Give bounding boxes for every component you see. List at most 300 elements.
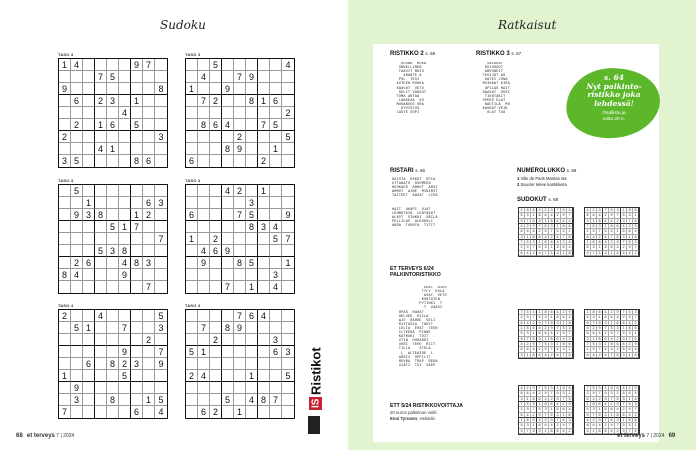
sudoku-cell[interactable]: [270, 197, 282, 209]
sudoku-cell[interactable]: [270, 245, 282, 257]
sudoku-cell[interactable]: [59, 95, 71, 107]
sudoku-cell[interactable]: [131, 83, 143, 95]
sudoku-cell[interactable]: [210, 358, 222, 370]
sudoku-cell[interactable]: [95, 197, 107, 209]
sudoku-cell[interactable]: 4: [95, 143, 107, 155]
sudoku-cell[interactable]: [155, 370, 167, 382]
sudoku-cell[interactable]: [155, 71, 167, 83]
sudoku-cell[interactable]: [143, 233, 155, 245]
sudoku-cell[interactable]: [107, 59, 119, 71]
sudoku-cell[interactable]: [186, 95, 198, 107]
sudoku-cell[interactable]: [186, 310, 198, 322]
sudoku-cell[interactable]: [282, 382, 294, 394]
sudoku-cell[interactable]: [83, 346, 95, 358]
sudoku-cell[interactable]: [222, 59, 234, 71]
sudoku-cell[interactable]: [59, 281, 71, 293]
sudoku-cell[interactable]: 3: [131, 358, 143, 370]
sudoku-cell[interactable]: 1: [258, 95, 270, 107]
sudoku-cell[interactable]: [71, 131, 83, 143]
sudoku-cell[interactable]: [107, 197, 119, 209]
sudoku-cell[interactable]: 9: [222, 83, 234, 95]
sudoku-cell[interactable]: [95, 131, 107, 143]
sudoku-cell[interactable]: [59, 71, 71, 83]
sudoku-cell[interactable]: [59, 382, 71, 394]
sudoku-cell[interactable]: [95, 257, 107, 269]
sudoku-cell[interactable]: [246, 322, 258, 334]
sudoku-cell[interactable]: 2: [186, 370, 198, 382]
sudoku-cell[interactable]: [246, 155, 258, 167]
sudoku-cell[interactable]: [210, 269, 222, 281]
sudoku-cell[interactable]: [131, 233, 143, 245]
sudoku-cell[interactable]: [186, 71, 198, 83]
sudoku-cell[interactable]: [234, 269, 246, 281]
sudoku-cell[interactable]: [143, 358, 155, 370]
sudoku-cell[interactable]: 9: [71, 209, 83, 221]
sudoku-cell[interactable]: [270, 107, 282, 119]
sudoku-cell[interactable]: 5: [210, 59, 222, 71]
sudoku-cell[interactable]: [131, 245, 143, 257]
sudoku-cell[interactable]: [131, 310, 143, 322]
sudoku-cell[interactable]: 5: [71, 322, 83, 334]
sudoku-cell[interactable]: [210, 71, 222, 83]
sudoku-cell[interactable]: [234, 233, 246, 245]
sudoku-cell[interactable]: 7: [198, 322, 210, 334]
sudoku-cell[interactable]: [119, 310, 131, 322]
sudoku-cell[interactable]: [95, 83, 107, 95]
sudoku-cell[interactable]: [143, 83, 155, 95]
sudoku-cell[interactable]: [282, 155, 294, 167]
sudoku-cell[interactable]: 5: [282, 370, 294, 382]
sudoku-cell[interactable]: [210, 107, 222, 119]
sudoku-cell[interactable]: 4: [198, 71, 210, 83]
sudoku-cell[interactable]: 9: [119, 346, 131, 358]
sudoku-cell[interactable]: [198, 281, 210, 293]
sudoku-cell[interactable]: [155, 119, 167, 131]
sudoku-cell[interactable]: 1: [270, 143, 282, 155]
sudoku-cell[interactable]: 3: [59, 155, 71, 167]
sudoku-cell[interactable]: 3: [107, 95, 119, 107]
sudoku-cell[interactable]: [131, 382, 143, 394]
sudoku-cell[interactable]: [246, 59, 258, 71]
sudoku-cell[interactable]: [95, 394, 107, 406]
sudoku-cell[interactable]: [222, 370, 234, 382]
sudoku-cell[interactable]: 5: [107, 221, 119, 233]
sudoku-cell[interactable]: 1: [83, 197, 95, 209]
sudoku-cell[interactable]: [282, 119, 294, 131]
sudoku-cell[interactable]: [71, 346, 83, 358]
sudoku-cell[interactable]: [107, 370, 119, 382]
sudoku-cell[interactable]: [155, 221, 167, 233]
sudoku-cell[interactable]: 6: [186, 209, 198, 221]
sudoku-cell[interactable]: [210, 197, 222, 209]
sudoku-cell[interactable]: [59, 221, 71, 233]
sudoku-cell[interactable]: [143, 107, 155, 119]
sudoku-cell[interactable]: [107, 107, 119, 119]
sudoku-cell[interactable]: [282, 83, 294, 95]
sudoku-cell[interactable]: 1: [186, 233, 198, 245]
sudoku-cell[interactable]: 1: [131, 95, 143, 107]
sudoku-cell[interactable]: [155, 155, 167, 167]
sudoku-cell[interactable]: [131, 197, 143, 209]
sudoku-cell[interactable]: [71, 143, 83, 155]
sudoku-cell[interactable]: 6: [131, 406, 143, 418]
sudoku-cell[interactable]: 8: [258, 394, 270, 406]
sudoku-cell[interactable]: [234, 119, 246, 131]
sudoku-cell[interactable]: [95, 185, 107, 197]
sudoku-cell[interactable]: [258, 233, 270, 245]
sudoku-cell[interactable]: [119, 281, 131, 293]
sudoku-cell[interactable]: [83, 406, 95, 418]
sudoku-cell[interactable]: [119, 197, 131, 209]
sudoku-cell[interactable]: 3: [270, 334, 282, 346]
sudoku-cell[interactable]: 3: [71, 394, 83, 406]
sudoku-cell[interactable]: 4: [222, 119, 234, 131]
sudoku-cell[interactable]: 8: [59, 269, 71, 281]
sudoku-cell[interactable]: [119, 143, 131, 155]
sudoku-cell[interactable]: [83, 155, 95, 167]
sudoku-cell[interactable]: 5: [71, 185, 83, 197]
sudoku-cell[interactable]: [186, 245, 198, 257]
sudoku-cell[interactable]: [234, 95, 246, 107]
sudoku-cell[interactable]: [119, 382, 131, 394]
sudoku-cell[interactable]: 4: [71, 59, 83, 71]
sudoku-cell[interactable]: [131, 334, 143, 346]
sudoku-cell[interactable]: [71, 233, 83, 245]
sudoku-cell[interactable]: 5: [155, 394, 167, 406]
sudoku-cell[interactable]: [222, 358, 234, 370]
sudoku-cell[interactable]: [210, 370, 222, 382]
sudoku-cell[interactable]: [59, 394, 71, 406]
sudoku-cell[interactable]: [59, 334, 71, 346]
sudoku-cell[interactable]: [143, 71, 155, 83]
sudoku-cell[interactable]: 8: [222, 143, 234, 155]
sudoku-cell[interactable]: [186, 334, 198, 346]
sudoku-cell[interactable]: [258, 209, 270, 221]
sudoku-cell[interactable]: [107, 155, 119, 167]
sudoku-cell[interactable]: 6: [186, 155, 198, 167]
sudoku-cell[interactable]: [155, 143, 167, 155]
sudoku-cell[interactable]: [270, 59, 282, 71]
sudoku-cell[interactable]: 4: [198, 370, 210, 382]
sudoku-cell[interactable]: [270, 209, 282, 221]
sudoku-cell[interactable]: [83, 382, 95, 394]
sudoku-cell[interactable]: 6: [83, 358, 95, 370]
sudoku-cell[interactable]: [270, 155, 282, 167]
sudoku-cell[interactable]: 9: [71, 382, 83, 394]
sudoku-cell[interactable]: [107, 269, 119, 281]
sudoku-cell[interactable]: [282, 394, 294, 406]
sudoku-cell[interactable]: 4: [71, 269, 83, 281]
sudoku-cell[interactable]: 4: [222, 185, 234, 197]
sudoku-cell[interactable]: [210, 310, 222, 322]
sudoku-cell[interactable]: [83, 245, 95, 257]
sudoku-cell[interactable]: [186, 358, 198, 370]
sudoku-cell[interactable]: [234, 281, 246, 293]
sudoku-cell[interactable]: [83, 233, 95, 245]
sudoku-cell[interactable]: 7: [143, 281, 155, 293]
sudoku-cell[interactable]: 1: [59, 59, 71, 71]
sudoku-cell[interactable]: 4: [270, 281, 282, 293]
sudoku-cell[interactable]: [234, 155, 246, 167]
sudoku-cell[interactable]: 6: [143, 197, 155, 209]
sudoku-cell[interactable]: [119, 233, 131, 245]
sudoku-cell[interactable]: [234, 245, 246, 257]
sudoku-cell[interactable]: [222, 209, 234, 221]
sudoku-cell[interactable]: [234, 382, 246, 394]
sudoku-cell[interactable]: [258, 131, 270, 143]
sudoku-cell[interactable]: [270, 322, 282, 334]
sudoku-cell[interactable]: [186, 394, 198, 406]
sudoku-cell[interactable]: 2: [143, 334, 155, 346]
sudoku-cell[interactable]: [119, 59, 131, 71]
sudoku-cell[interactable]: [59, 358, 71, 370]
sudoku-cell[interactable]: 2: [234, 185, 246, 197]
sudoku-cell[interactable]: 1: [186, 83, 198, 95]
sudoku-cell[interactable]: [186, 107, 198, 119]
sudoku-cell[interactable]: [198, 59, 210, 71]
sudoku-cell[interactable]: 5: [246, 257, 258, 269]
sudoku-cell[interactable]: [143, 245, 155, 257]
sudoku-cell[interactable]: 5: [282, 131, 294, 143]
sudoku-cell[interactable]: [155, 185, 167, 197]
sudoku-cell[interactable]: 4: [258, 310, 270, 322]
sudoku-cell[interactable]: 7: [234, 71, 246, 83]
sudoku-cell[interactable]: [246, 358, 258, 370]
sudoku-cell[interactable]: [107, 406, 119, 418]
sudoku-cell[interactable]: [119, 394, 131, 406]
sudoku-cell[interactable]: [222, 257, 234, 269]
sudoku-cell[interactable]: [210, 209, 222, 221]
sudoku-cell[interactable]: [143, 95, 155, 107]
sudoku-cell[interactable]: [198, 155, 210, 167]
sudoku-cell[interactable]: [107, 281, 119, 293]
sudoku-cell[interactable]: [222, 269, 234, 281]
sudoku-cell[interactable]: [83, 107, 95, 119]
sudoku-cell[interactable]: 1: [107, 143, 119, 155]
sudoku-cell[interactable]: [71, 83, 83, 95]
sudoku-cell[interactable]: [222, 71, 234, 83]
sudoku-cell[interactable]: [119, 185, 131, 197]
sudoku-cell[interactable]: [246, 382, 258, 394]
sudoku-cell[interactable]: [186, 281, 198, 293]
sudoku-cell[interactable]: [210, 346, 222, 358]
sudoku-cell[interactable]: [222, 131, 234, 143]
sudoku-cell[interactable]: 8: [246, 221, 258, 233]
sudoku-cell[interactable]: 5: [71, 155, 83, 167]
sudoku-cell[interactable]: [258, 143, 270, 155]
sudoku-cell[interactable]: [186, 382, 198, 394]
sudoku-cell[interactable]: [198, 394, 210, 406]
sudoku-cell[interactable]: [258, 370, 270, 382]
sudoku-cell[interactable]: [222, 382, 234, 394]
sudoku-cell[interactable]: 3: [143, 257, 155, 269]
sudoku-cell[interactable]: 6: [246, 310, 258, 322]
sudoku-cell[interactable]: 4: [246, 394, 258, 406]
sudoku-cell[interactable]: [59, 185, 71, 197]
sudoku-cell[interactable]: 8: [234, 257, 246, 269]
sudoku-cell[interactable]: [95, 358, 107, 370]
sudoku-cell[interactable]: [95, 322, 107, 334]
sudoku-cell[interactable]: [59, 197, 71, 209]
sudoku-cell[interactable]: [222, 346, 234, 358]
sudoku-cell[interactable]: [210, 257, 222, 269]
sudoku-cell[interactable]: 2: [71, 257, 83, 269]
sudoku-cell[interactable]: 8: [107, 394, 119, 406]
sudoku-cell[interactable]: 2: [59, 310, 71, 322]
sudoku-cell[interactable]: [155, 281, 167, 293]
sudoku-cell[interactable]: 8: [131, 155, 143, 167]
sudoku-cell[interactable]: [222, 310, 234, 322]
sudoku-cell[interactable]: [155, 334, 167, 346]
sudoku-cell[interactable]: 2: [210, 334, 222, 346]
sudoku-cell[interactable]: [258, 59, 270, 71]
sudoku-cell[interactable]: 2: [210, 233, 222, 245]
sudoku-cell[interactable]: 7: [222, 281, 234, 293]
sudoku-cell[interactable]: [107, 209, 119, 221]
sudoku-cell[interactable]: [95, 334, 107, 346]
sudoku-cell[interactable]: [107, 334, 119, 346]
sudoku-cell[interactable]: [282, 334, 294, 346]
sudoku-cell[interactable]: [234, 358, 246, 370]
sudoku-cell[interactable]: [59, 107, 71, 119]
sudoku-cell[interactable]: 8: [198, 119, 210, 131]
sudoku-cell[interactable]: 5: [107, 71, 119, 83]
sudoku-cell[interactable]: 9: [59, 83, 71, 95]
sudoku-cell[interactable]: [143, 310, 155, 322]
sudoku-cell[interactable]: [83, 131, 95, 143]
sudoku-cell[interactable]: 5: [95, 245, 107, 257]
sudoku-cell[interactable]: [143, 143, 155, 155]
sudoku-cell[interactable]: 6: [107, 119, 119, 131]
sudoku-cell[interactable]: [131, 322, 143, 334]
sudoku-cell[interactable]: [258, 322, 270, 334]
sudoku-cell[interactable]: 7: [234, 310, 246, 322]
sudoku-cell[interactable]: [270, 406, 282, 418]
sudoku-cell[interactable]: 3: [107, 245, 119, 257]
sudoku-cell[interactable]: 5: [155, 310, 167, 322]
sudoku-cell[interactable]: [198, 131, 210, 143]
sudoku-cell[interactable]: [71, 245, 83, 257]
sudoku-cell[interactable]: [270, 131, 282, 143]
sudoku-cell[interactable]: [210, 322, 222, 334]
sudoku-cell[interactable]: [222, 155, 234, 167]
sudoku-cell[interactable]: [282, 71, 294, 83]
sudoku-cell[interactable]: [119, 131, 131, 143]
sudoku-cell[interactable]: [186, 143, 198, 155]
sudoku-cell[interactable]: 4: [119, 107, 131, 119]
sudoku-cell[interactable]: 2: [210, 95, 222, 107]
sudoku-cell[interactable]: 1: [143, 394, 155, 406]
sudoku-cell[interactable]: [95, 382, 107, 394]
sudoku-cell[interactable]: 7: [155, 346, 167, 358]
sudoku-cell[interactable]: [282, 143, 294, 155]
sudoku-cell[interactable]: 9: [131, 59, 143, 71]
sudoku-cell[interactable]: [131, 71, 143, 83]
sudoku-cell[interactable]: 5: [270, 119, 282, 131]
sudoku-cell[interactable]: 1: [246, 281, 258, 293]
sudoku-cell[interactable]: [246, 131, 258, 143]
sudoku-cell[interactable]: [83, 83, 95, 95]
sudoku-cell[interactable]: 8: [107, 358, 119, 370]
sudoku-cell[interactable]: [143, 221, 155, 233]
sudoku-cell[interactable]: [234, 83, 246, 95]
sudoku-cell[interactable]: [258, 406, 270, 418]
sudoku-cell[interactable]: [59, 233, 71, 245]
sudoku-cell[interactable]: [155, 59, 167, 71]
sudoku-cell[interactable]: [83, 334, 95, 346]
sudoku-cell[interactable]: [270, 83, 282, 95]
sudoku-cell[interactable]: [83, 221, 95, 233]
sudoku-cell[interactable]: [155, 382, 167, 394]
sudoku-cell[interactable]: [119, 334, 131, 346]
sudoku-cell[interactable]: [71, 334, 83, 346]
sudoku-cell[interactable]: [222, 197, 234, 209]
prize-promo-text[interactable]: [574, 74, 654, 123]
sudoku-cell[interactable]: [95, 281, 107, 293]
sudoku-cell[interactable]: [107, 233, 119, 245]
sudoku-cell[interactable]: [186, 131, 198, 143]
sudoku-cell[interactable]: [210, 221, 222, 233]
sudoku-cell[interactable]: [246, 107, 258, 119]
sudoku-cell[interactable]: 3: [282, 346, 294, 358]
sudoku-cell[interactable]: [270, 382, 282, 394]
sudoku-cell[interactable]: 4: [95, 310, 107, 322]
sudoku-cell[interactable]: [131, 346, 143, 358]
sudoku-cell[interactable]: [222, 107, 234, 119]
sudoku-cell[interactable]: [143, 131, 155, 143]
sudoku-cell[interactable]: [246, 406, 258, 418]
sudoku-cell[interactable]: 1: [282, 257, 294, 269]
sudoku-cell[interactable]: 1: [198, 346, 210, 358]
sudoku-cell[interactable]: [83, 95, 95, 107]
sudoku-cell[interactable]: [95, 59, 107, 71]
sudoku-cell[interactable]: [143, 346, 155, 358]
sudoku-cell[interactable]: 7: [155, 233, 167, 245]
sudoku-cell[interactable]: [119, 406, 131, 418]
sudoku-cell[interactable]: [210, 143, 222, 155]
sudoku-cell[interactable]: 1: [246, 370, 258, 382]
sudoku-cell[interactable]: [270, 185, 282, 197]
sudoku-cell[interactable]: [143, 322, 155, 334]
sudoku-cell[interactable]: [222, 95, 234, 107]
sudoku-cell[interactable]: 7: [234, 209, 246, 221]
sudoku-cell[interactable]: [198, 310, 210, 322]
sudoku-cell[interactable]: 3: [155, 131, 167, 143]
sudoku-cell[interactable]: 2: [95, 95, 107, 107]
sudoku-cell[interactable]: 9: [246, 71, 258, 83]
sudoku-cell[interactable]: [210, 185, 222, 197]
sudoku-cell[interactable]: [71, 406, 83, 418]
sudoku-cell[interactable]: 9: [234, 143, 246, 155]
sudoku-cell[interactable]: [119, 119, 131, 131]
sudoku-cell[interactable]: [83, 119, 95, 131]
sudoku-cell[interactable]: 1: [234, 406, 246, 418]
sudoku-cell[interactable]: [282, 281, 294, 293]
sudoku-cell[interactable]: [258, 83, 270, 95]
sudoku-cell[interactable]: 9: [198, 257, 210, 269]
sudoku-cell[interactable]: [119, 71, 131, 83]
sudoku-cell[interactable]: [282, 245, 294, 257]
sudoku-cell[interactable]: [258, 269, 270, 281]
sudoku-cell[interactable]: [186, 221, 198, 233]
sudoku-cell[interactable]: [234, 197, 246, 209]
sudoku-cell[interactable]: [131, 107, 143, 119]
sudoku-cell[interactable]: [155, 257, 167, 269]
sudoku-cell[interactable]: [71, 197, 83, 209]
sudoku-cell[interactable]: [83, 71, 95, 83]
sudoku-cell[interactable]: 2: [71, 119, 83, 131]
sudoku-cell[interactable]: [83, 185, 95, 197]
